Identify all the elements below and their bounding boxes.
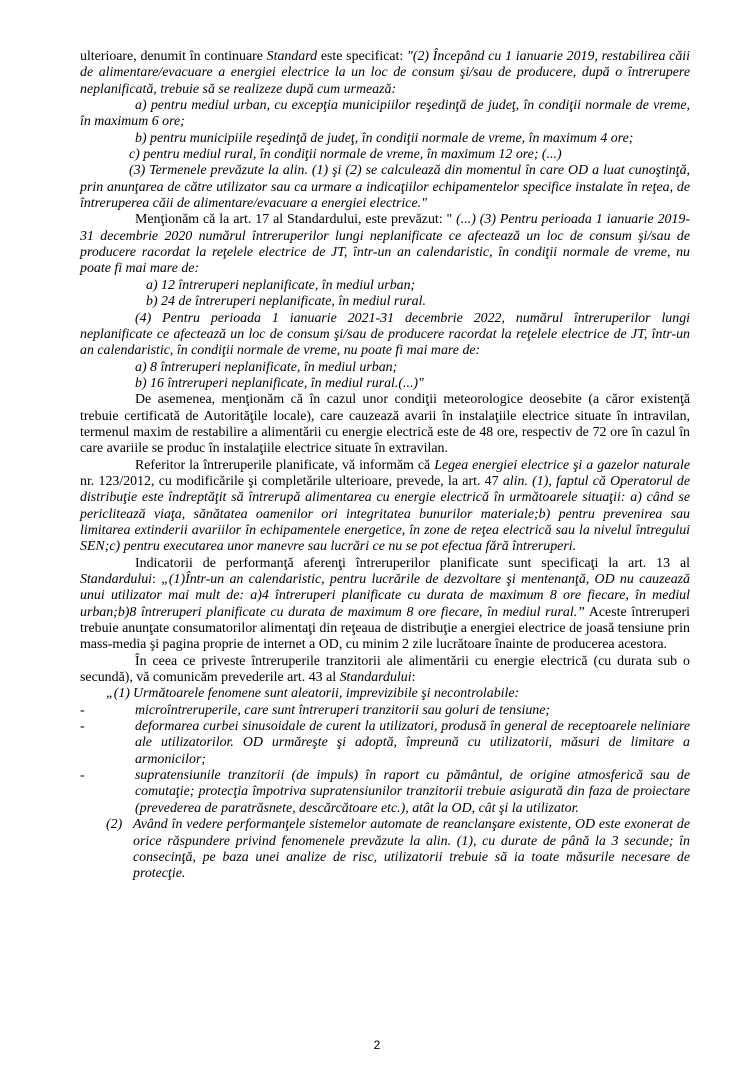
paragraph-performance-indicators: Indicatorii de performanţă aferenţi întreruperilor planificate sunt specificaţi la art. 13 al Standardului: „(1)Într-un an calendaristic, pentru lucrările de dezvoltare şi mentenanţă, OD nu cauzează unui utilizator mai mult de: a)4 întreruperi planificate cu durata de maximum 8 ore fiecare, în mediul urban;b)8 întreruperi planificate cu durata de maximum 8 ore fiecare, în mediul rural.” Aceste întreruperi trebuie anunţate consumatorilor alimentaţi din reţeaua de distribuţie a energiei electrice de joasă tensiune prin mass-media şi pagina proprie de internet a OD, cu minim 2 zile lucrătoare înainte de producerea acestora. (80, 555, 690, 653)
list-item: - deformarea curbei sinusoidale de curent la utilizatori, produsă în general de receptoarele neliniare ale utilizatorilor. OD urmăreşte şi adoptă, împreună cu utilizatorii, măsuri de limitare a armonicilor; (80, 719, 690, 767)
art17-item-a: a) 12 întreruperi neplanificate, în mediul urban; (146, 277, 416, 293)
list-item: (2) Având în vedere performanţele sistemelor automate de reanclanşare existente, OD este exonerat de orice răspundere privind fenomenele prevăzute la alin. (1), cu durate de până la 3 secunde; în consecinţă, pe baza unei analize de risc, utilizatorii trebuie să ia toate măsurile necesare de protecţie. (106, 817, 690, 882)
art17-4-item-a: a) 8 întreruperi neplanificate, în mediul urban; (135, 359, 398, 375)
paragraph-art17: Menţionăm că la art. 17 al Standardului, este prevăzut: " (...) (3) Pentru perioada 1 ianuarie 2019-31 decembrie 2020 numărul întreruperilor lungi neplanificate ce afectează un loc de consum şi/sau de producere racordat la reţelele electrice de JT, într-un an calendaristic, în condiţii normale de vreme, nu poate fi mai mare de: (80, 212, 690, 277)
quote-item-c: c) pentru mediul rural, în condiţii normale de vreme, în maximum 12 ore; (...) (129, 147, 562, 163)
paragraph-transient-interruptions: În ceea ce priveste întreruperile tranzitorii ale alimentării cu energie electrică (cu durata sub o secundă), vă comunicăm prevederile art. 43 al Standardului: (80, 653, 690, 686)
document-body (80, 49, 690, 883)
art17-alin-4: (4) Pentru perioada 1 ianuarie 2021-31 decembrie 2022, numărul întreruperilor lungi neplanificate ce afectează un loc de consum şi/sau de producere racordat la reţelele electrice de JT, într-un an calendaristic, în condiţii normale de vreme, nu poate fi mai mare de: (80, 310, 690, 359)
quote-item-b: b) pentru municipiile reşedinţă de judeţ, în condiţii normale de vreme, în maximum 4 ore; (135, 130, 634, 146)
paragraph-meteo: De asemenea, menţionăm că în cazul unor condiţii meteorologice deosebite (a căror existenţă trebuie certificată de Autorităţile locale), care cauzează avarii în instalaţiile electrice situate în intravilan, termenul maxim de restabilire a alimentării cu energie electrică este de 48 ore, respectiv de 72 ore în cazul în care avariile se produc în instalaţiile electrice situate în extravilan. (80, 392, 690, 457)
list-item: - microîntreruperile, care sunt întreruperi tranzitorii sau goluri de tensiune; (80, 702, 551, 718)
quote-item-a: a) pentru mediul urban, cu excepţia municipiilor reşedinţă de judeţ, în condiţii normale de vreme, în maximum 6 ore; (80, 98, 690, 130)
art43-phenomena-list (80, 703, 690, 817)
paragraph-standard-intro: ulterioare, denumit în continuare Standard este specificat: "(2) Începând cu 1 ianuarie 2019, restabilirea căii de alimentare/evacuare a energiei electrice la un loc de consum şi/sau de producere, după o întrerupere neplanificată, trebuie să se realizeze după cum urmează: (80, 49, 690, 97)
quote-alin-3: (3) Termenele prevăzute la alin. (1) şi (2) se calculează din momentul în care OD a luat cunoştinţă, prin anunţarea de către utilizator sau ca urmare a indicaţiilor echipamentelor specifice instalate în reţea, de întreruperea căii de alimentare/evacuare a energiei electrice." (80, 163, 690, 212)
page-number: 2 (373, 1038, 381, 1052)
art17-item-b: b) 24 de întreruperi neplanificate, în mediul rural. (146, 294, 426, 310)
list-item: „(1) Următoarele fenomene sunt aleatorii, imprevizibile şi necontrolabile: (106, 686, 520, 702)
art43-alin-2 (80, 817, 690, 882)
paragraph-planned-interruptions: Referitor la întreruperile planificate, vă informăm că Legea energiei electrice şi a gazelor naturale nr. 123/2012, cu modificările şi completările ulterioare, prevede, la art. 47 alin. (1), faptul că Operatorul de distribuţie este îndreptăţit să întrerupă alimentarea cu energie electrică în următoarele situaţii: a) când se periclitează viaţa, sănătatea oamenilor ori integritatea bunurilor materiale;b) pentru prevenirea sau limitarea extinderii avariilor în echipamentele energetice, în zone de reţea electrică sau la nivelul întregului SEN;c) pentru executarea unor manevre sau lucrări ce nu se pot efectua fără întreruperi. (80, 457, 691, 555)
art17-4-item-b: b) 16 întreruperi neplanificate, în mediul rural.(...)" (135, 375, 424, 391)
art43-alin-1 (80, 686, 690, 702)
list-item: - supratensiunile tranzitorii (de impuls) în raport cu pământul, de origine atmosferică sau de comutaţie; protecţia împotriva supratensiunilor tranzitorii trebuie asigurată din faza de proiectare (prevederea de paratrăsnete, descărcătoare etc.), atât la OD, cât şi la utilizator. (80, 768, 690, 816)
